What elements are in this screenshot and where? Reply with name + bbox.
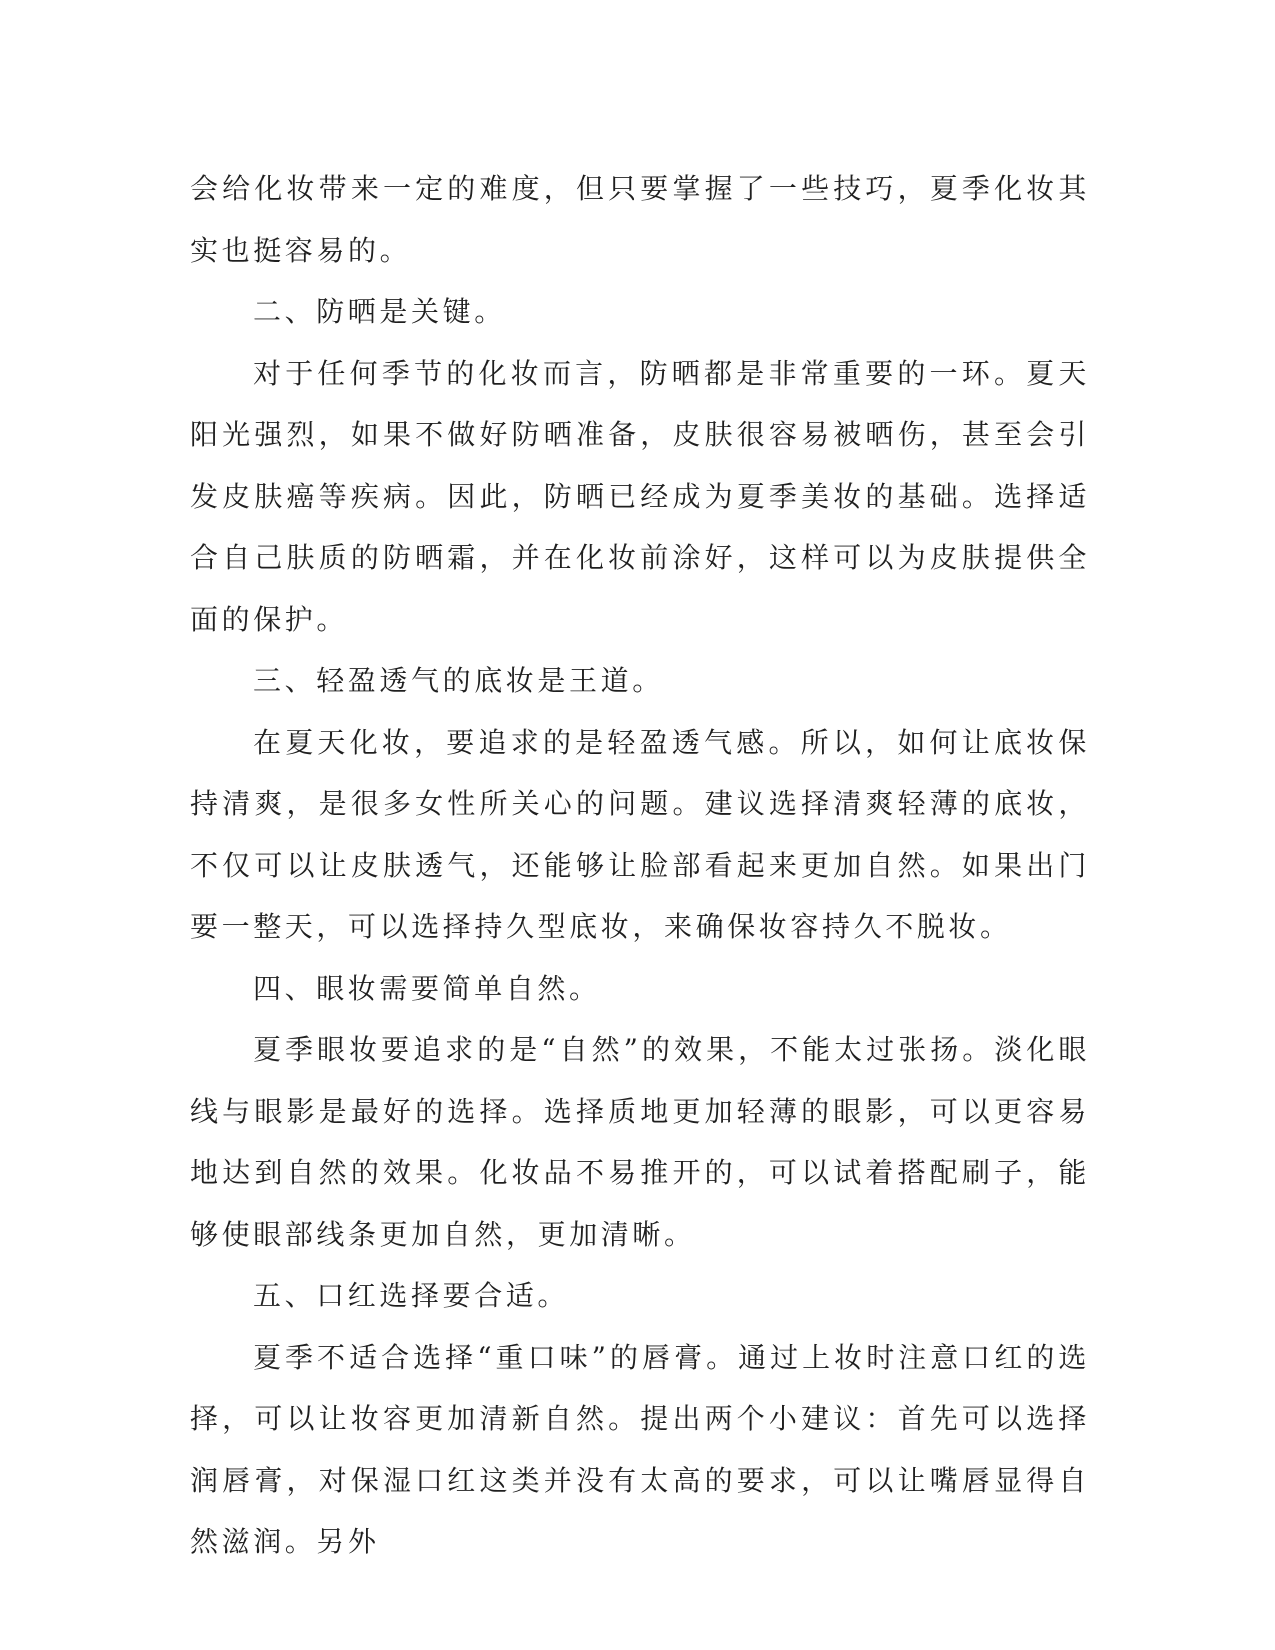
document-body xyxy=(190,158,1090,1573)
section-heading-lipstick: 五、口红选择要合适。 xyxy=(253,1279,570,1312)
paragraph-sunscreen: 对于任何季节的化妆而言，防晒都是非常重要的一环。夏天阳光强烈，如果不做好防晒准备，皮肤很容易被晒伤，甚至会引发皮肤癌等疾病。因此，防晒已经成为夏季美妆的基础。选择适合自己肤质的防晒霜，并在化妆前涂好，这样可以为皮肤提供全面的保护。 xyxy=(190,356,1090,636)
paragraph-foundation: 在夏天化妆，要追求的是轻盈透气感。所以，如何让底妆保持清爽，是很多女性所关心的问题。建议选择清爽轻薄的底妆，不仅可以让皮肤透气，还能够让脸部看起来更加自然。如果出门要一整天，可以选择持久型底妆，来确保妆容持久不脱妆。 xyxy=(190,725,1090,943)
paragraph-eye-makeup: 夏季眼妆要追求的是“自然”的效果，不能太过张扬。淡化眼线与眼影是最好的选择。选择质地更加轻薄的眼影，可以更容易地达到自然的效果。化妆品不易推开的，可以试着搭配刷子，能够使眼部线条更加自然，更加清晰。 xyxy=(190,1033,1090,1251)
paragraph-lipstick: 夏季不适合选择“重口味”的唇膏。通过上妆时注意口红的选择，可以让妆容更加清新自然。提出两个小建议：首先可以选择润唇膏，对保湿口红这类并没有太高的要求，可以让嘴唇显得自然滋润。另外 xyxy=(190,1340,1090,1558)
section-heading-foundation: 三、轻盈透气的底妆是王道。 xyxy=(253,664,664,697)
section-heading-sunscreen: 二、防晒是关键。 xyxy=(253,295,506,328)
section-heading-eye-makeup: 四、眼妆需要简单自然。 xyxy=(253,971,601,1005)
paragraph-continuation: 会给化妆带来一定的难度，但只要掌握了一些技巧，夏季化妆其实也挺容易的。 xyxy=(190,172,1090,267)
